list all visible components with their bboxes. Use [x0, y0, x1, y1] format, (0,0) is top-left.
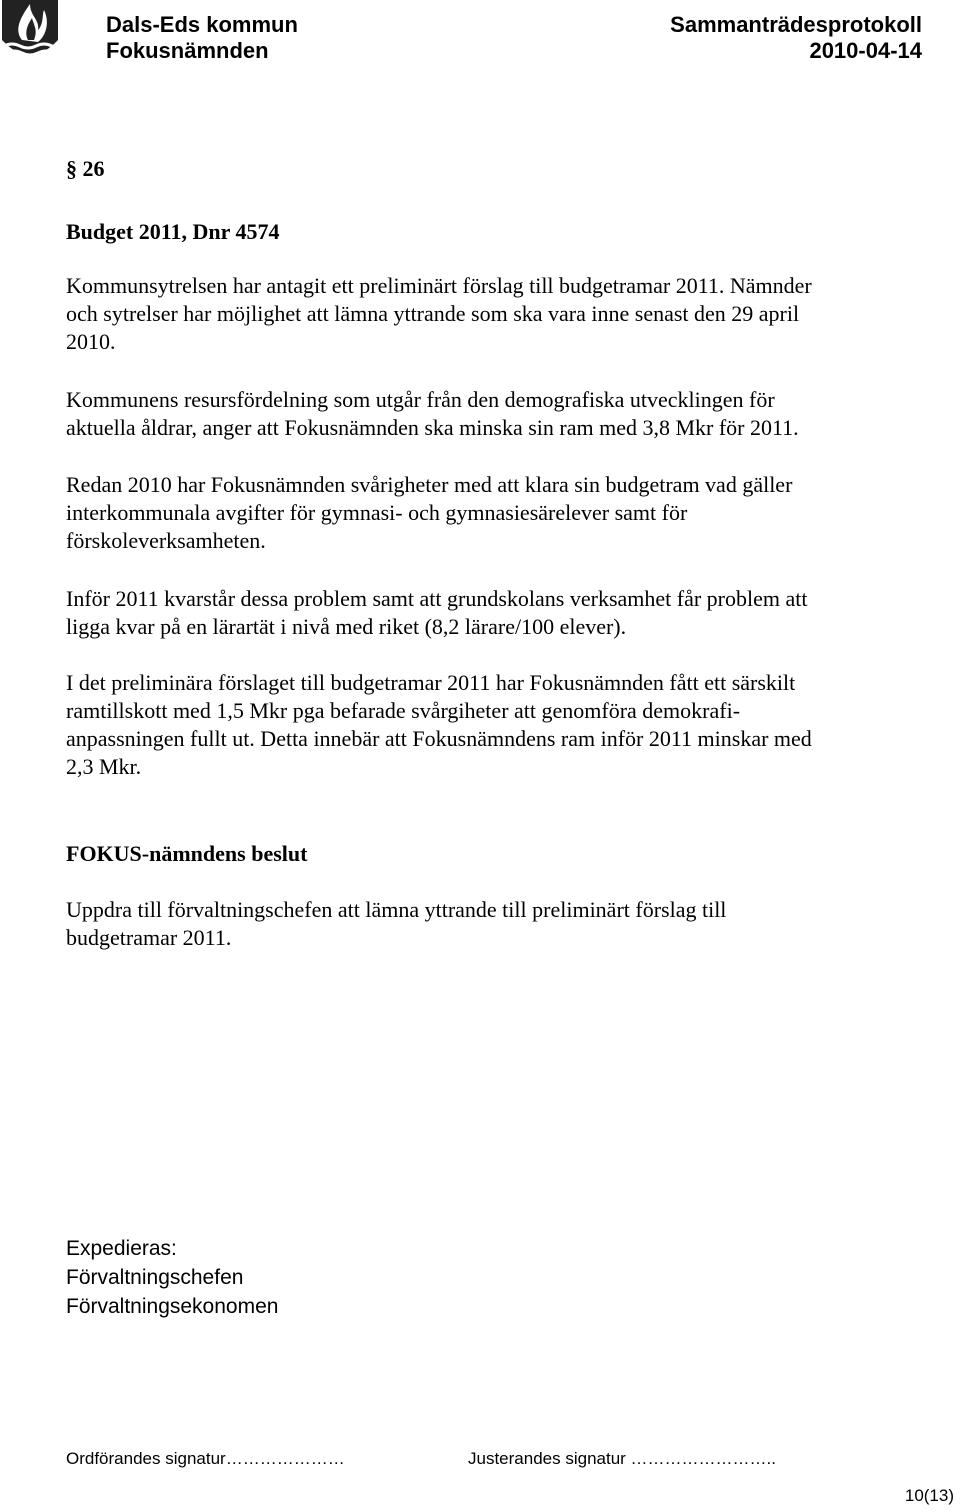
paragraph [66, 272, 926, 356]
decision-line: Uppdra till förvaltningschefen att lämna yttrande till preliminärt förslag till [66, 897, 727, 922]
adjuster-signature: Justerandes signatur …………………….. [468, 1449, 776, 1468]
paragraph-line: interkommunala avgifter för gymnasi- och gymnasiesärelever samt för [66, 500, 688, 525]
paragraph-line: 2,3 Mkr. [66, 754, 142, 779]
org-name: Dals-Eds kommun [106, 12, 298, 37]
paragraph-line: 2010. [66, 329, 116, 354]
paragraph-line: och sytrelser har möjlighet att lämna yttrande som ska vara inne senast den 29 april [66, 301, 800, 326]
paragraph-line: Kommunsytrelsen har antagit ett preliminärt förslag till budgetramar 2011. Nämnder [66, 273, 812, 298]
decision-text [66, 896, 926, 952]
paragraph [66, 471, 926, 555]
paragraph-line: aktuella åldrar, anger att Fokusnämnden ska minska sin ram med 3,8 Mkr för 2011. [66, 415, 799, 440]
distribution-recipient: Förvaltningschefen [66, 1266, 244, 1289]
municipality-crest-icon [0, 0, 60, 64]
paragraph-line: Inför 2011 kvarstår dessa problem samt att grundskolans verksamhet får problem att [66, 586, 808, 611]
section-title: Budget 2011, Dnr 4574 [66, 219, 280, 244]
paragraph [66, 585, 926, 641]
paragraph-line: anpassningen fullt ut. Detta innebär att Fokusnämndens ram inför 2011 minskar med [66, 726, 812, 751]
paragraph-line: Kommunens resursfördelning som utgår från den demografiska utvecklingen för [66, 387, 775, 412]
paragraph-line: förskoleverksamheten. [66, 528, 266, 553]
chair-signature: Ordförandes signatur………………… [66, 1449, 345, 1468]
paragraph-line: ramtillskott med 1,5 Mkr pga befarade svårgiheter att genomföra demokrafi- [66, 698, 741, 723]
municipality-logo [0, 0, 60, 64]
paragraph-line: I det preliminära förslaget till budgetramar 2011 har Fokusnämnden fått ett särskilt [66, 670, 796, 695]
paragraph-line: ligga kvar på en lärartät i nivå med riket (8,2 lärare/100 elever). [66, 614, 627, 639]
document-type: Sammanträdesprotokoll [670, 12, 922, 37]
committee-name: Fokusnämnden [106, 38, 269, 63]
paragraph [66, 386, 926, 442]
meeting-date: 2010-04-14 [809, 38, 922, 63]
distribution-label: Expedieras: [66, 1237, 177, 1260]
distribution-recipient: Förvaltningsekonomen [66, 1295, 279, 1318]
section-number: § 26 [66, 156, 105, 181]
decision-heading: FOKUS-nämndens beslut [66, 841, 308, 866]
paragraph [66, 669, 926, 781]
distribution-list [66, 1234, 278, 1321]
paragraph-line: Redan 2010 har Fokusnämnden svårigheter med att klara sin budgetram vad gäller [66, 472, 793, 497]
page-number: 10(13) [904, 1486, 954, 1505]
decision-line: budgetramar 2011. [66, 925, 232, 950]
